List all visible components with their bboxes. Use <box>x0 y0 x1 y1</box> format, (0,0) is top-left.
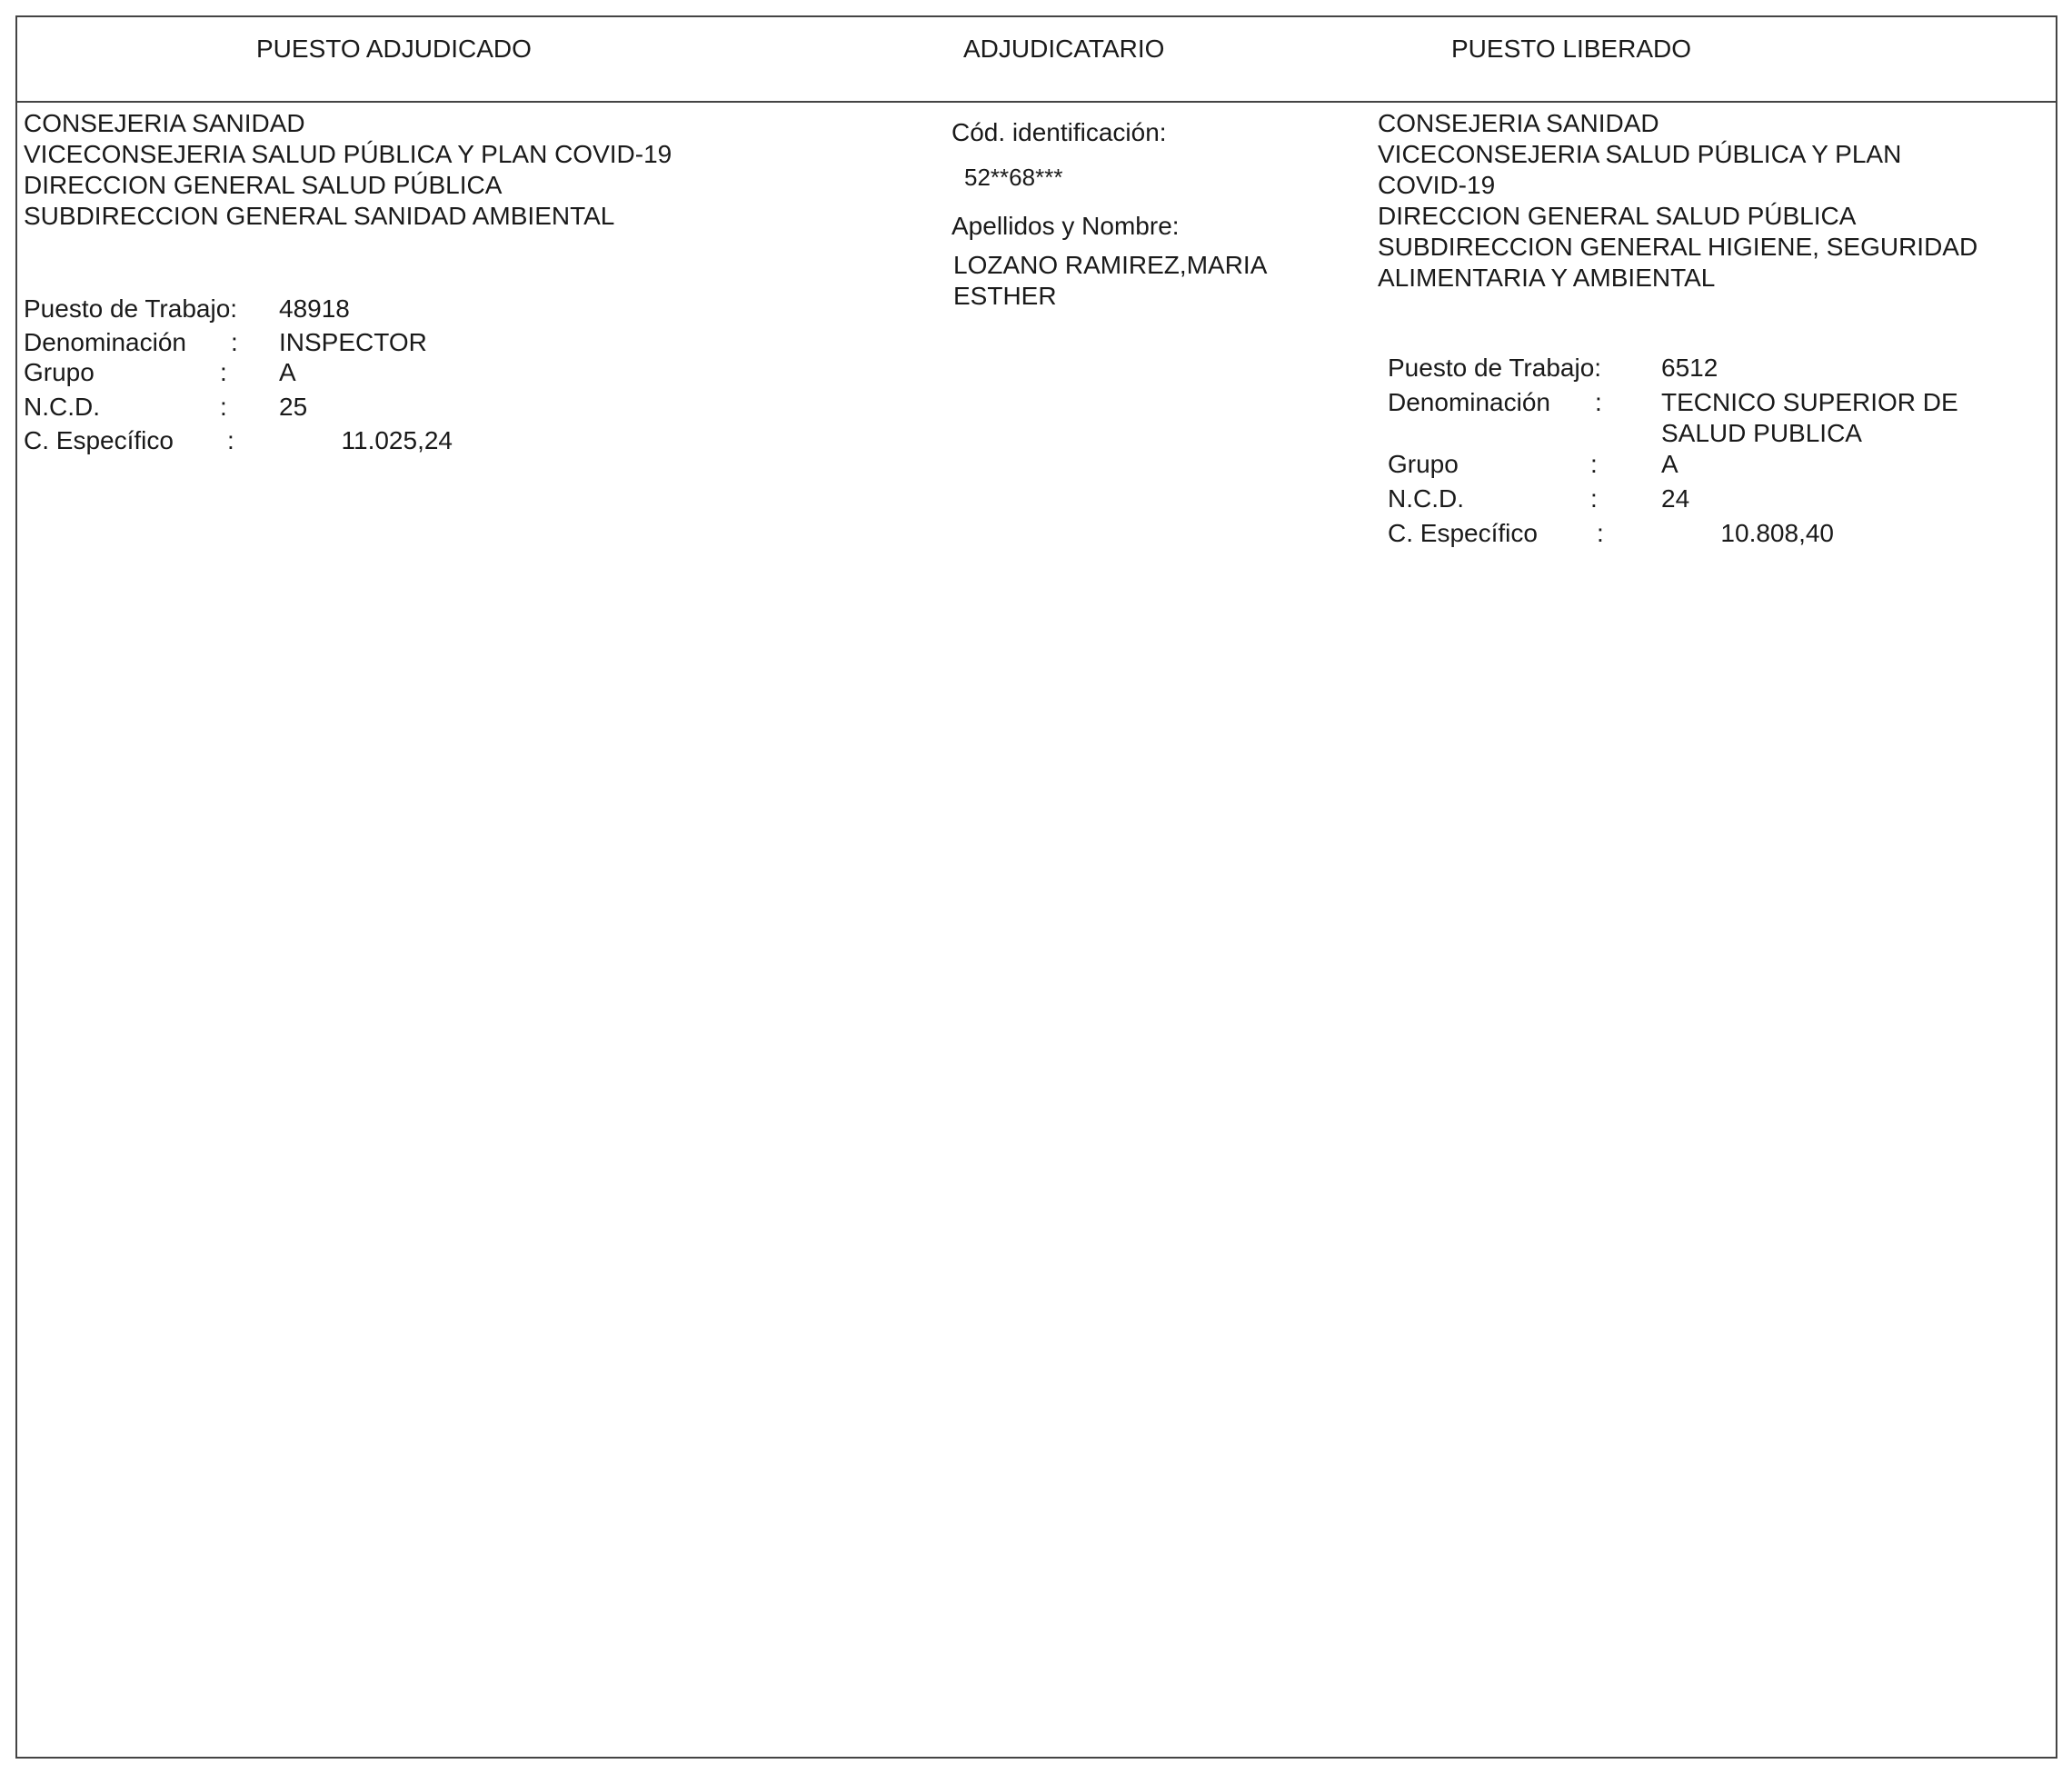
liberado-grupo-label: Grupo <box>1388 450 1459 478</box>
liberado-grupo-colon: : <box>1590 450 1598 478</box>
adjudicado-grupo-label: Grupo <box>24 358 95 386</box>
liberado-puesto-value: 6512 <box>1661 354 1718 382</box>
adjudicatario-nombre-line: ESTHER <box>953 282 1057 310</box>
adjudicado-grupo-colon: : <box>220 358 227 386</box>
liberado-org-line: SUBDIRECCION GENERAL HIGIENE, SEGURIDAD <box>1378 233 1978 261</box>
liberado-denominacion-line: SALUD PUBLICA <box>1661 419 1862 447</box>
liberado-org-line: ALIMENTARIA Y AMBIENTAL <box>1378 264 1716 292</box>
adjudicado-org-line: VICECONSEJERIA SALUD PÚBLICA Y PLAN COVID-19 <box>24 140 672 168</box>
adjudicado-especifico-label: C. Específico <box>24 426 174 454</box>
liberado-especifico-label: C. Específico <box>1388 519 1538 547</box>
liberado-ncd-label: N.C.D. <box>1388 484 1464 513</box>
adjudicado-denominacion-label: Denominación <box>24 328 186 356</box>
adjudicado-denominacion-value: INSPECTOR <box>279 328 427 356</box>
adjudicatario-nombre-label: Apellidos y Nombre: <box>951 212 1180 240</box>
adjudicado-org-line: DIRECCION GENERAL SALUD PÚBLICA <box>24 171 503 199</box>
liberado-denominacion-colon: : <box>1595 388 1602 416</box>
liberado-denominacion-line: TECNICO SUPERIOR DE <box>1661 388 1958 416</box>
header-divider <box>15 101 2057 103</box>
adjudicado-grupo-value: A <box>279 358 296 386</box>
adjudicado-ncd-label: N.C.D. <box>24 393 100 421</box>
liberado-org-line: VICECONSEJERIA SALUD PÚBLICA Y PLAN <box>1378 140 1902 168</box>
header-puesto-liberado: PUESTO LIBERADO <box>1451 35 1692 63</box>
liberado-especifico-value: 10.808,40 <box>1720 519 1834 547</box>
adjudicatario-cod-value: 52**68*** <box>964 164 1063 191</box>
liberado-org-line: CONSEJERIA SANIDAD <box>1378 109 1659 137</box>
adjudicado-ncd-value: 25 <box>279 393 308 421</box>
adjudicado-puesto-value: 48918 <box>279 294 350 323</box>
adjudicatario-cod-label: Cód. identificación: <box>951 118 1167 146</box>
adjudicado-org-line: CONSEJERIA SANIDAD <box>24 109 305 137</box>
liberado-ncd-value: 24 <box>1661 484 1690 513</box>
adjudicado-denominacion-colon: : <box>231 328 238 356</box>
liberado-grupo-value: A <box>1661 450 1679 478</box>
adjudicatario-nombre-line: LOZANO RAMIREZ,MARIA <box>953 251 1268 279</box>
adjudicado-especifico-value: 11.025,24 <box>341 426 453 454</box>
liberado-ncd-colon: : <box>1590 484 1598 513</box>
adjudicado-org-line: SUBDIRECCION GENERAL SANIDAD AMBIENTAL <box>24 202 615 230</box>
liberado-especifico-colon: : <box>1597 519 1604 547</box>
liberado-puesto-label: Puesto de Trabajo: <box>1388 354 1602 382</box>
header-adjudicatario: ADJUDICATARIO <box>963 35 1165 63</box>
liberado-denominacion-label: Denominación <box>1388 388 1550 416</box>
adjudicado-especifico-colon: : <box>227 426 234 454</box>
liberado-org-line: COVID-19 <box>1378 171 1496 199</box>
adjudicado-ncd-colon: : <box>220 393 227 421</box>
adjudicado-puesto-label: Puesto de Trabajo: <box>24 294 238 323</box>
liberado-org-line: DIRECCION GENERAL SALUD PÚBLICA <box>1378 202 1857 230</box>
header-puesto-adjudicado: PUESTO ADJUDICADO <box>256 35 532 63</box>
